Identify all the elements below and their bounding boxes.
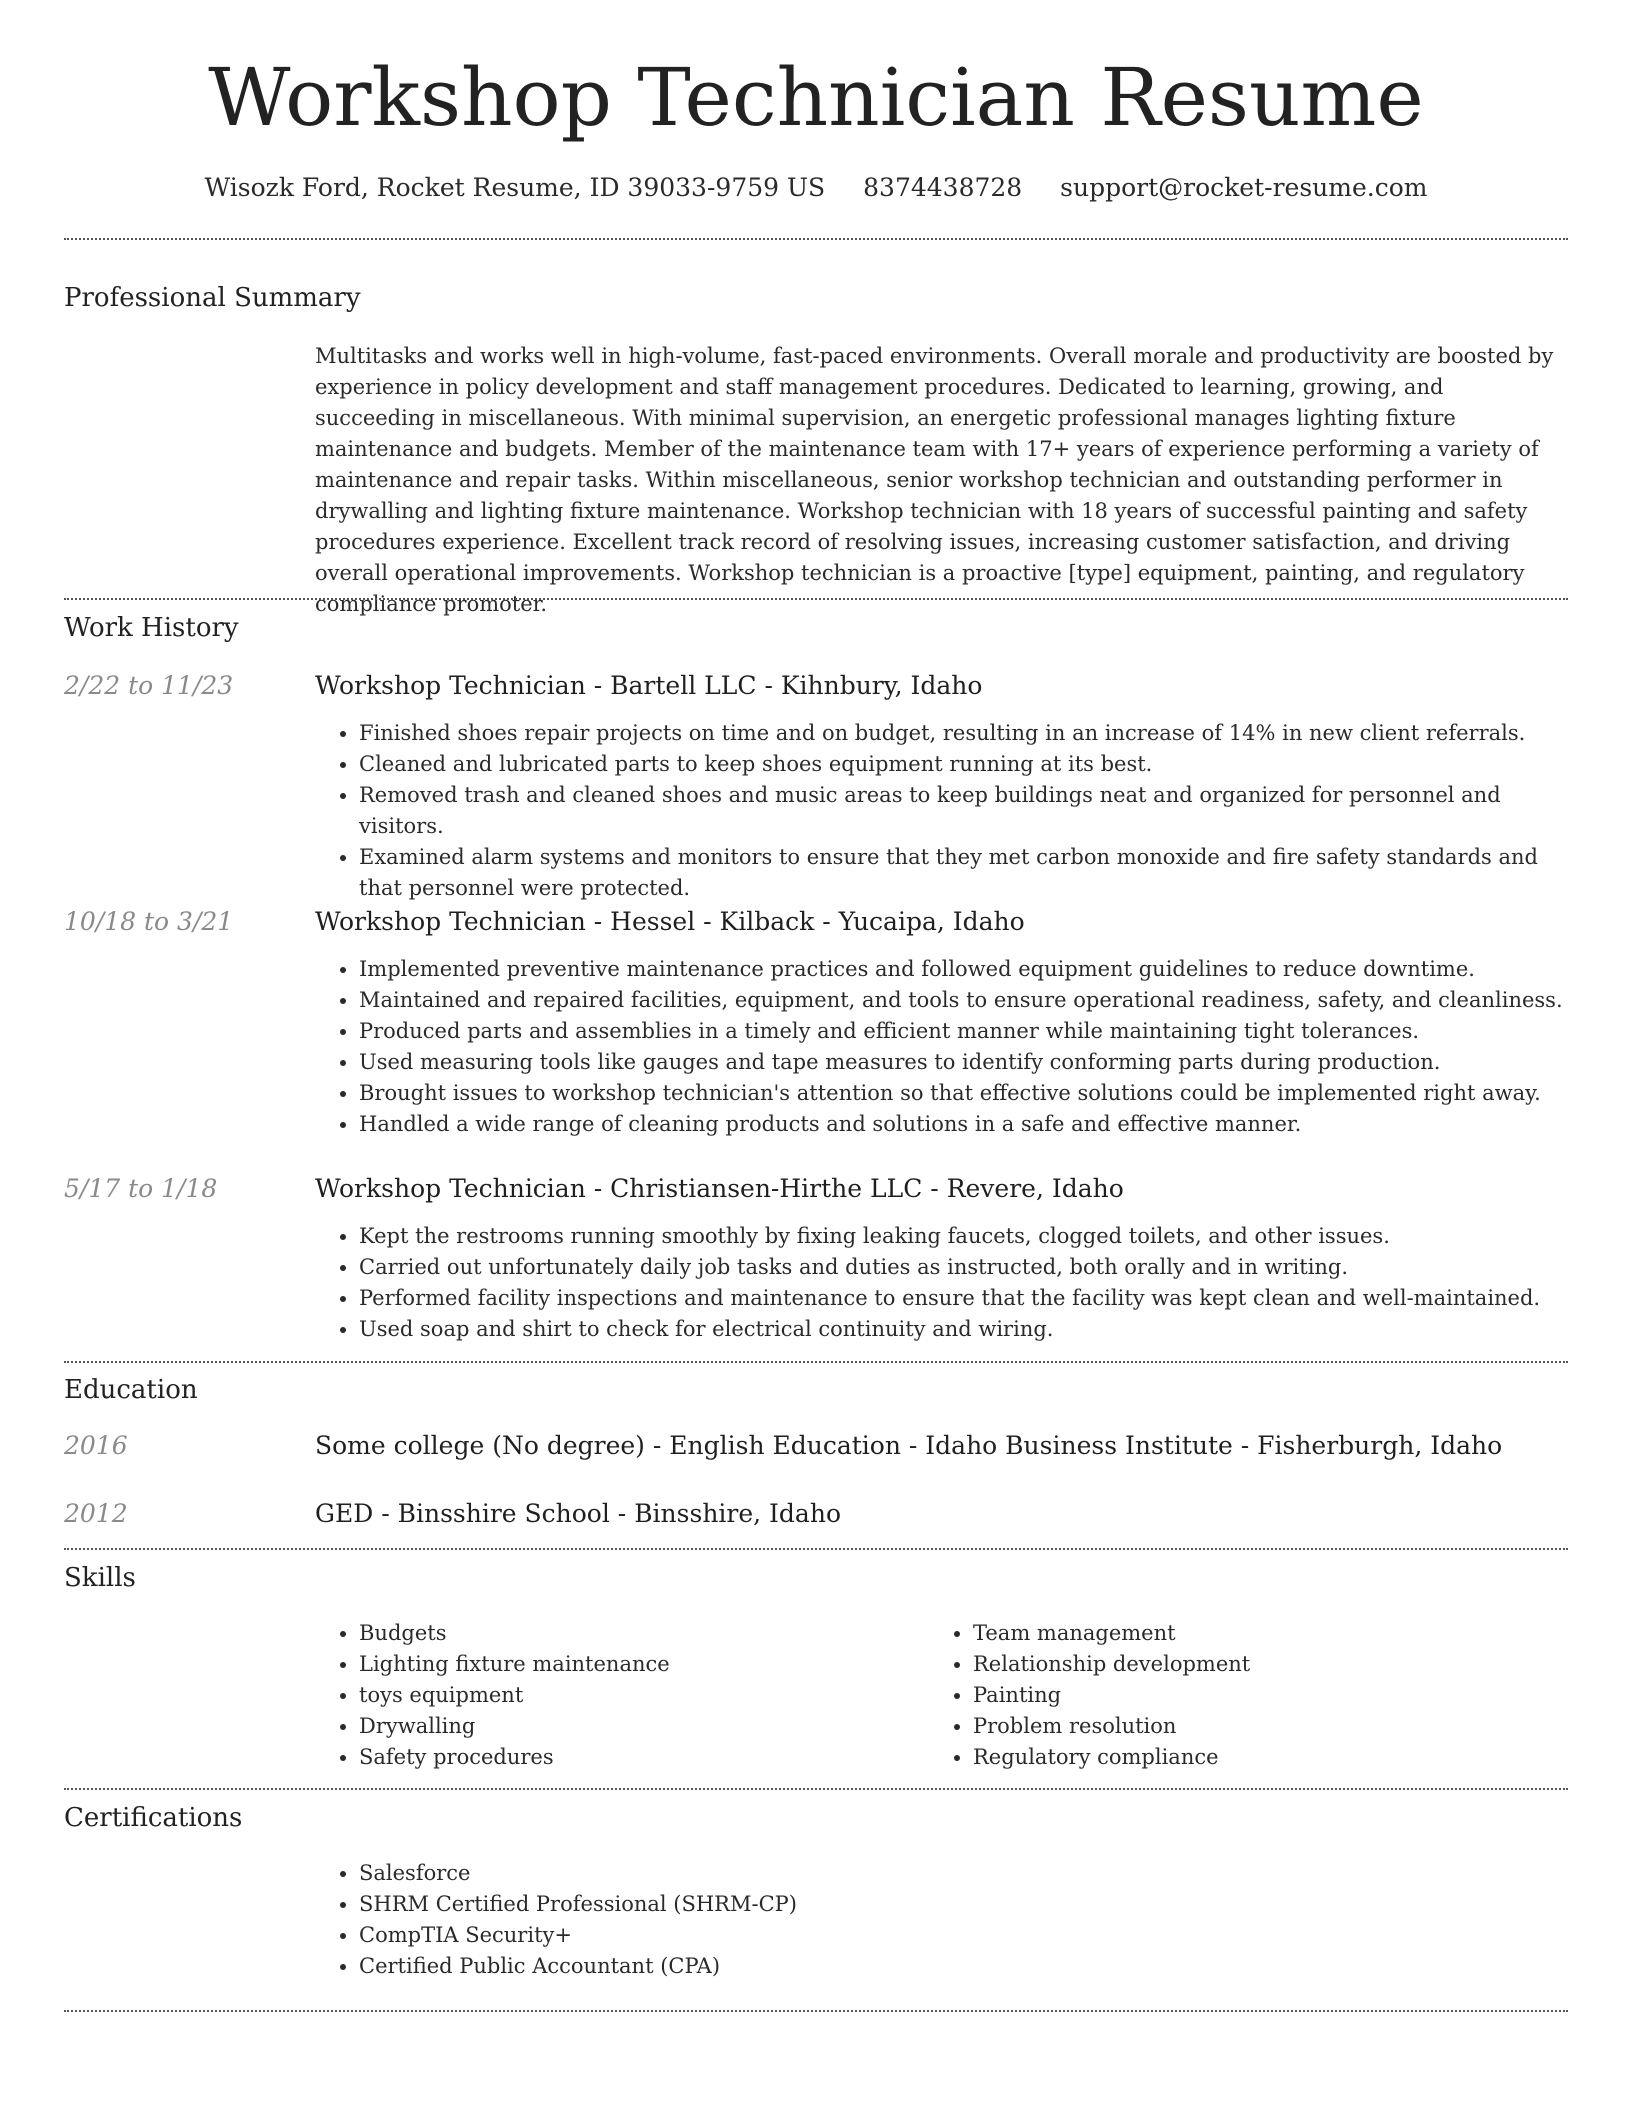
- contact-phone: 8374438728: [863, 173, 1023, 202]
- section-heading-work: Work History: [64, 613, 239, 643]
- job-bullets: [315, 1221, 1568, 1345]
- section-heading-certifications: Certifications: [64, 1803, 243, 1833]
- list-item: • Lighting fixture maintenance: [359, 1649, 915, 1680]
- list-item: • Finished shoes repair projects on time and on budget, resulting in an increase of 14% in new client referrals.: [359, 718, 1568, 749]
- list-item: • Relationship development: [973, 1649, 1529, 1680]
- list-item: • Problem resolution: [973, 1711, 1529, 1742]
- section-heading-summary: Professional Summary: [64, 283, 361, 313]
- summary-text: Multitasks and works well in high-volume, fast-paced environments. Overall morale and productivity are boosted by experience in policy development and staff management procedures. Dedicated to learning, growing, and succeeding in miscellaneous. With minimal supervision, an energetic professional manages lighting fixture maintenance and budgets. Member of the maintenance team with 17+ years of experience performing a variety of maintenance and repair tasks. Within miscellaneous, senior workshop technician and outstanding performer in drywalling and lighting fixture maintenance. Workshop technician with 18 years of successful painting and safety procedures experience. Excellent track record of resolving issues, increasing customer satisfaction, and driving overall operational improvements. Workshop technician is a proactive [type] equipment, painting, and regulatory compliance promoter.: [315, 344, 1554, 616]
- list-item: • Removed trash and cleaned shoes and music areas to keep buildings neat and organized for personnel and visitors.: [359, 780, 1568, 842]
- list-item: • Painting: [973, 1680, 1529, 1711]
- list-item: • Certified Public Accountant (CPA): [359, 1951, 1568, 1982]
- job-bullets: [315, 718, 1568, 904]
- list-item: • Brought issues to workshop technician's attention so that effective solutions could be implemented right away.: [359, 1078, 1568, 1109]
- list-item: • Budgets: [359, 1618, 915, 1649]
- list-item: • Team management: [973, 1618, 1529, 1649]
- skills-list-right: [929, 1618, 1529, 1773]
- job-dates: 2/22 to 11/23: [64, 671, 234, 700]
- list-item: • Produced parts and assemblies in a timely and efficient manner while maintaining tight tolerances.: [359, 1016, 1568, 1047]
- skills-list-left: [315, 1618, 915, 1773]
- list-item: • Safety procedures: [359, 1742, 915, 1773]
- section-divider: [64, 2010, 1568, 2012]
- section-divider: [64, 1548, 1568, 1550]
- resume-title: Workshop Technician Resume: [208, 51, 1424, 144]
- education-year: 2012: [64, 1499, 128, 1528]
- list-item: • Used soap and shirt to check for electrical continuity and wiring.: [359, 1314, 1568, 1345]
- list-item: • toys equipment: [359, 1680, 915, 1711]
- education-title: GED - Binsshire School - Binsshire, Idaho: [315, 1499, 841, 1528]
- certifications-list: [315, 1858, 1568, 1982]
- job-dates: 5/17 to 1/18: [64, 1174, 218, 1203]
- section-divider: [64, 1788, 1568, 1790]
- contact-email: support@rocket-resume.com: [1060, 173, 1428, 202]
- list-item: • SHRM Certified Professional (SHRM-CP): [359, 1889, 1568, 1920]
- list-item: • Kept the restrooms running smoothly by fixing leaking faucets, clogged toilets, and other issues.: [359, 1221, 1568, 1252]
- job-dates: 10/18 to 3/21: [64, 907, 234, 936]
- section-heading-skills: Skills: [64, 1563, 136, 1593]
- list-item: • Examined alarm systems and monitors to ensure that they met carbon monoxide and fire safety standards and that personnel were protected.: [359, 842, 1568, 904]
- education-year: 2016: [64, 1431, 128, 1460]
- job-title: Workshop Technician - Hessel - Kilback - Yucaipa, Idaho: [315, 907, 1025, 936]
- contact-address: Wisozk Ford, Rocket Resume, ID 39033-9759 US: [204, 173, 826, 202]
- list-item: • Implemented preventive maintenance practices and followed equipment guidelines to reduce downtime.: [359, 954, 1568, 985]
- list-item: • Cleaned and lubricated parts to keep shoes equipment running at its best.: [359, 749, 1568, 780]
- education-title: Some college (No degree) - English Education - Idaho Business Institute - Fisherburgh, Idaho: [315, 1431, 1503, 1460]
- section-divider: [64, 1361, 1568, 1363]
- section-divider: [64, 598, 1568, 600]
- job-title: Workshop Technician - Christiansen-Hirthe LLC - Revere, Idaho: [315, 1174, 1124, 1203]
- list-item: • Carried out unfortunately daily job tasks and duties as instructed, both orally and in writing.: [359, 1252, 1568, 1283]
- list-item: • Maintained and repaired facilities, equipment, and tools to ensure operational readiness, safety, and cleanliness.: [359, 985, 1568, 1016]
- section-heading-education: Education: [64, 1375, 198, 1405]
- job-title: Workshop Technician - Bartell LLC - Kihnbury, Idaho: [315, 671, 983, 700]
- list-item: • CompTIA Security+: [359, 1920, 1568, 1951]
- job-bullets: [315, 954, 1568, 1140]
- list-item: • Performed facility inspections and maintenance to ensure that the facility was kept clean and well-maintained.: [359, 1283, 1568, 1314]
- section-divider: [64, 238, 1568, 240]
- list-item: • Regulatory compliance: [973, 1742, 1529, 1773]
- list-item: • Drywalling: [359, 1711, 915, 1742]
- contact-line: [0, 172, 1632, 204]
- list-item: • Salesforce: [359, 1858, 1568, 1889]
- list-item: • Handled a wide range of cleaning products and solutions in a safe and effective manner.: [359, 1109, 1568, 1140]
- list-item: • Used measuring tools like gauges and tape measures to identify conforming parts during production.: [359, 1047, 1568, 1078]
